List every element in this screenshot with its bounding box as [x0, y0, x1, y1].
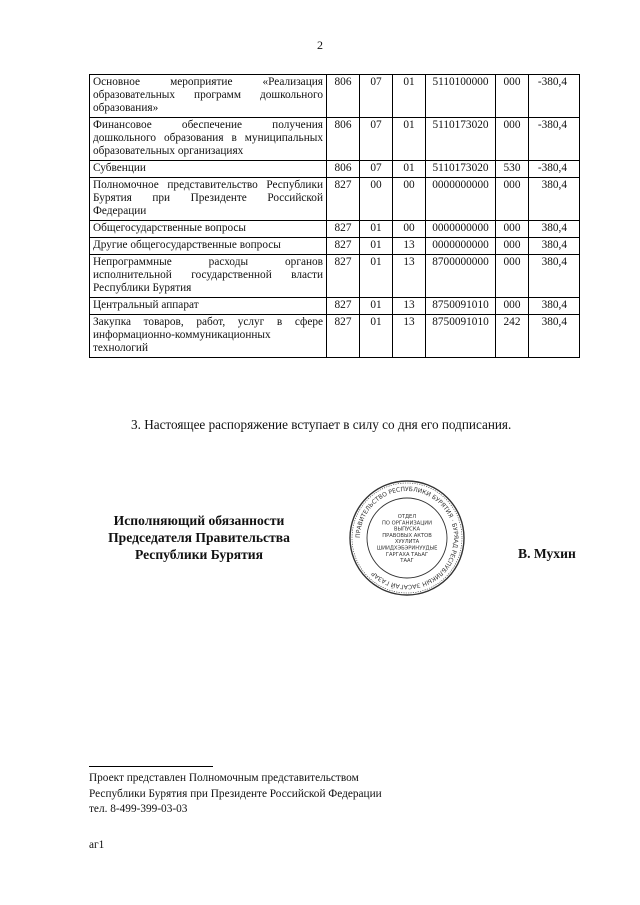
footnote-line: Проект представлен Полномочным представительством: [89, 772, 359, 784]
cell-csr: 5110173020: [426, 118, 496, 161]
cell-sum: 380,4: [529, 221, 580, 238]
cell-rz: 01: [360, 315, 393, 358]
cell-name: Субвенции: [90, 161, 327, 178]
cell-sum: 380,4: [529, 238, 580, 255]
cell-csr: 8750091010: [426, 298, 496, 315]
cell-sum: 380,4: [529, 178, 580, 221]
cell-grbs: 827: [327, 221, 360, 238]
cell-name: Полномочное представительство Республики Бурятия при Президенте Российской Федерации: [90, 178, 327, 221]
signer-title-line: Исполняющий обязанности: [113, 513, 285, 528]
cell-grbs: 806: [327, 75, 360, 118]
cell-pr: 01: [393, 161, 426, 178]
cell-name: Закупка товаров, работ, услуг в сфере информационно-коммуникационных технологий: [90, 315, 327, 358]
table-row: [90, 75, 580, 118]
cell-grbs: 827: [327, 238, 360, 255]
seal-inner-line: ВЫПУСКА: [393, 526, 421, 533]
cell-rz: 01: [360, 221, 393, 238]
cell-name: Центральный аппарат: [90, 298, 327, 315]
cell-csr: 5110100000: [426, 75, 496, 118]
signer-name: В. Мухин: [518, 546, 576, 561]
seal-inner-line: ОТДЕЛ: [397, 514, 417, 520]
cell-pr: 13: [393, 315, 426, 358]
cell-sum: 380,4: [529, 315, 580, 358]
cell-grbs: 827: [327, 255, 360, 298]
cell-rz: 01: [360, 298, 393, 315]
footnote: [89, 771, 382, 818]
cell-csr: 5110173020: [426, 161, 496, 178]
signer-title-line: Председателя Правительства: [108, 530, 290, 545]
cell-sum: -380,4: [529, 75, 580, 118]
cell-rz: 07: [360, 161, 393, 178]
cell-pr: 01: [393, 75, 426, 118]
cell-vr: 530: [496, 161, 529, 178]
seal-inner-text: [377, 514, 438, 564]
table-row: [90, 118, 580, 161]
cell-csr: 8700000000: [426, 255, 496, 298]
page-number: 2: [317, 38, 323, 52]
cell-csr: 8750091010: [426, 315, 496, 358]
cell-vr: 000: [496, 298, 529, 315]
cell-csr: 0000000000: [426, 178, 496, 221]
cell-name: Другие общегосударственные вопросы: [90, 238, 327, 255]
cell-vr: 000: [496, 221, 529, 238]
seal-inner-line: ГАРГАХА ТАЬАГ: [385, 551, 429, 558]
signer-title-line: Республики Бурятия: [134, 547, 263, 562]
cell-pr: 13: [393, 255, 426, 298]
table-row: [90, 298, 580, 315]
table-row: [90, 315, 580, 358]
footnote-line: Республики Бурятия при Президенте Российской Федерации: [89, 787, 382, 800]
cell-sum: 380,4: [529, 298, 580, 315]
cell-rz: 01: [360, 238, 393, 255]
cell-sum: 380,4: [529, 255, 580, 298]
cell-pr: 13: [393, 298, 426, 315]
footnote-divider: [89, 766, 213, 767]
table-row: [90, 221, 580, 238]
seal-inner-line: ПО ОРГАНИЗАЦИИ: [381, 520, 433, 527]
cell-grbs: 827: [327, 178, 360, 221]
cell-pr: 01: [393, 118, 426, 161]
cell-vr: 000: [496, 178, 529, 221]
table-row: [90, 255, 580, 298]
seal-inner-line: ТААГ: [400, 558, 414, 565]
cell-grbs: 827: [327, 315, 360, 358]
seal-outer-text: ПРАВИТЕЛЬСТВО РЕСПУБЛИКИ БУРЯТИЯ · БУРЯАД РЕСПУБЛИКЫН ЗАСАГАЙ ГАЗАР: [354, 485, 460, 591]
cell-csr: 0000000000: [426, 238, 496, 255]
cell-csr: 0000000000: [426, 221, 496, 238]
seal-inner-line: ШИИДХЭБЭРИНУУДЫЕ: [376, 545, 438, 552]
cell-rz: 01: [360, 255, 393, 298]
cell-pr: 00: [393, 221, 426, 238]
cell-name: Непрограммные расходы органов исполнительной государственной власти Республики Бурятия: [90, 255, 327, 298]
table-row: [90, 238, 580, 255]
cell-rz: 00: [360, 178, 393, 221]
cell-name: Финансовое обеспечение получения дошкольного образования в муниципальных образовательных организациях: [90, 118, 327, 161]
table-row: [90, 161, 580, 178]
official-seal: [347, 478, 467, 598]
table-body: [90, 75, 580, 358]
cell-vr: 000: [496, 118, 529, 161]
cell-grbs: 806: [327, 118, 360, 161]
cell-name: Общегосударственные вопросы: [90, 221, 327, 238]
cell-pr: 00: [393, 178, 426, 221]
cell-vr: 242: [496, 315, 529, 358]
cell-sum: -380,4: [529, 161, 580, 178]
cell-rz: 07: [360, 75, 393, 118]
cell-vr: 000: [496, 255, 529, 298]
cell-rz: 07: [360, 118, 393, 161]
cell-grbs: 806: [327, 161, 360, 178]
clause-effective-date: 3. Настоящее распоряжение вступает в силу со дня его подписания.: [131, 417, 512, 432]
cell-name: Основное мероприятие «Реализация образовательных программ дошкольного образования»: [90, 75, 327, 118]
seal-inner-line: ХУУЛИТА: [394, 539, 420, 546]
signer-title: [93, 512, 305, 563]
seal-inner-line: ПРАВОВЫХ АКТОВ: [382, 532, 432, 539]
cell-pr: 13: [393, 238, 426, 255]
cell-sum: -380,4: [529, 118, 580, 161]
cell-vr: 000: [496, 238, 529, 255]
cell-vr: 000: [496, 75, 529, 118]
budget-table: [89, 74, 580, 358]
footnote-line: тел. 8-499-399-03-03: [89, 803, 188, 815]
table-row: [90, 178, 580, 221]
cell-grbs: 827: [327, 298, 360, 315]
document-code: аг1: [89, 839, 105, 851]
